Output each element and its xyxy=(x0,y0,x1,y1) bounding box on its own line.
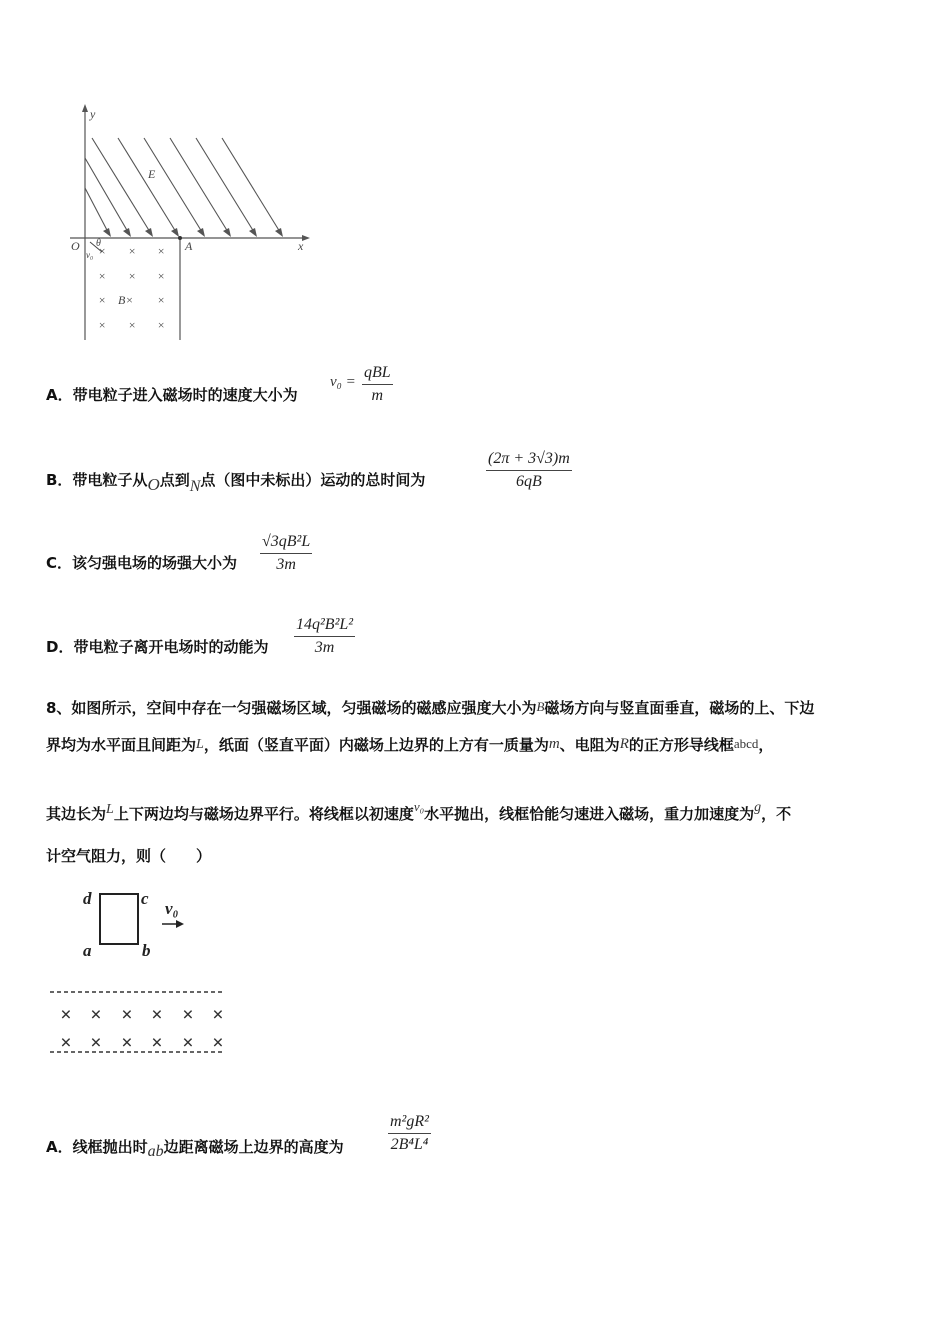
field-line-arrowheads xyxy=(103,228,283,237)
cross-mark: × xyxy=(151,1004,163,1026)
var-g: g xyxy=(754,800,762,815)
cross-mark: × xyxy=(90,1032,102,1054)
field-b-label: B× xyxy=(118,293,134,307)
var-v0: v₀ xyxy=(413,799,425,814)
option-a-lhs: v₀ = xyxy=(330,374,356,390)
cross-mark: × xyxy=(128,318,137,332)
corner-c-label: c xyxy=(141,889,149,908)
corner-d-label: d xyxy=(83,889,92,908)
wire-frame xyxy=(100,894,138,944)
cross-mark: × xyxy=(157,269,166,283)
cross-mark: × xyxy=(90,1004,102,1026)
q8-line-4: 计空气阻力，则（ ） xyxy=(46,847,212,865)
q7-option-a xyxy=(46,385,298,405)
cross-mark: × xyxy=(121,1032,133,1054)
option-c-numerator: √3qB²L xyxy=(260,533,312,554)
cross-mark: × xyxy=(98,244,107,258)
var-ab: ab xyxy=(147,1143,164,1160)
electric-field-lines xyxy=(85,138,280,232)
x-axis-label: x xyxy=(298,239,304,253)
var-l-2: L xyxy=(106,802,114,817)
origin-label: O xyxy=(71,239,80,253)
q7-option-d xyxy=(46,637,268,657)
option-b-text3: 点（图中未标出）运动的总时间为 xyxy=(200,471,426,489)
option-b-denominator: 6qB xyxy=(516,473,542,490)
q8-line-2: 界均为水平面且间距为L，纸面（竖直平面）内磁场上边界的上方有一质量为m、电阻为R的正方形导线框abcd， xyxy=(46,736,774,754)
cross-mark: × xyxy=(98,293,107,307)
option-d-numerator: 14q²B²L² xyxy=(294,616,355,637)
q8-option-a-numerator: m²gR² xyxy=(388,1113,431,1134)
option-b-text2: 点到 xyxy=(159,471,190,489)
cross-mark: × xyxy=(128,244,137,258)
cross-mark: × xyxy=(151,1032,163,1054)
v0-label: v₀ xyxy=(86,250,94,260)
var-abcd: abcd xyxy=(733,736,759,751)
option-c-denominator: 3m xyxy=(276,556,296,573)
y-axis-label: y xyxy=(90,107,96,121)
q7-option-c xyxy=(46,553,237,573)
field-e-label: E xyxy=(148,167,156,181)
corner-b-label: b xyxy=(142,941,151,960)
cross-mark: × xyxy=(212,1004,224,1026)
cross-mark: × xyxy=(182,1004,194,1026)
option-a-numerator: qBL xyxy=(362,364,393,385)
cross-mark: × xyxy=(157,318,166,332)
cross-mark: × xyxy=(157,293,166,307)
v0-label: v₀ xyxy=(165,899,179,918)
cross-mark: × xyxy=(60,1004,72,1026)
option-c-text: C．该匀强电场的场强大小为 xyxy=(46,554,238,572)
option-d-text: D．带电粒子离开电场时的动能为 xyxy=(46,638,269,656)
figure-frame-diagram xyxy=(44,880,244,1060)
q8-option-a: A．线框抛出时ab边距离磁场上边界的高度为 xyxy=(46,1138,344,1160)
cross-mark: × xyxy=(182,1032,194,1054)
cross-mark: × xyxy=(60,1032,72,1054)
y-axis-arrow xyxy=(82,104,88,112)
var-r: R xyxy=(619,736,629,752)
cross-mark: × xyxy=(98,269,107,283)
option-d-denominator: 3m xyxy=(314,639,335,656)
q8-line-3: 其边长为L上下两边均与磁场边界平行。将线框以初速度v₀水平抛出，线框恰能匀速进入磁场，重力加速度为g，不 xyxy=(46,799,792,823)
var-b: B xyxy=(536,699,545,714)
option-c-fraction xyxy=(260,533,312,574)
q8-line-1: 8、如图所示，空间中存在一匀强磁场区域，匀强磁场的磁感应强度大小为B磁场方向与竖直面垂直，磁场的上、下边 xyxy=(46,699,815,717)
option-a-text: A．带电粒子进入磁场时的速度大小为 xyxy=(46,386,298,404)
option-b-text1: B．带电粒子从 xyxy=(46,471,148,489)
option-a-fraction xyxy=(362,364,393,405)
option-b-fraction xyxy=(486,450,572,491)
option-a-denominator: m xyxy=(371,387,384,404)
corner-a-label: a xyxy=(83,941,92,960)
q8-option-a-denominator: 2B⁴L⁴ xyxy=(390,1136,429,1153)
cross-mark: × xyxy=(212,1032,224,1054)
figure-field-diagram xyxy=(60,100,320,345)
option-b-numerator: (2π + 3√3)m xyxy=(486,450,572,471)
var-l: L xyxy=(196,737,204,752)
cross-mark: × xyxy=(98,318,107,332)
q7-option-b xyxy=(46,470,425,497)
q8-option-a-fraction xyxy=(388,1113,431,1154)
point-a-label: A xyxy=(185,239,193,253)
option-d-fraction xyxy=(294,616,355,657)
theta-label: θ xyxy=(96,238,101,249)
cross-mark: × xyxy=(121,1004,133,1026)
velocity-arrowhead xyxy=(176,920,184,928)
point-o: O xyxy=(147,475,160,494)
cross-mark: × xyxy=(157,244,166,258)
var-m: m xyxy=(548,736,560,752)
cross-mark: × xyxy=(128,269,137,283)
point-n: N xyxy=(189,478,201,495)
